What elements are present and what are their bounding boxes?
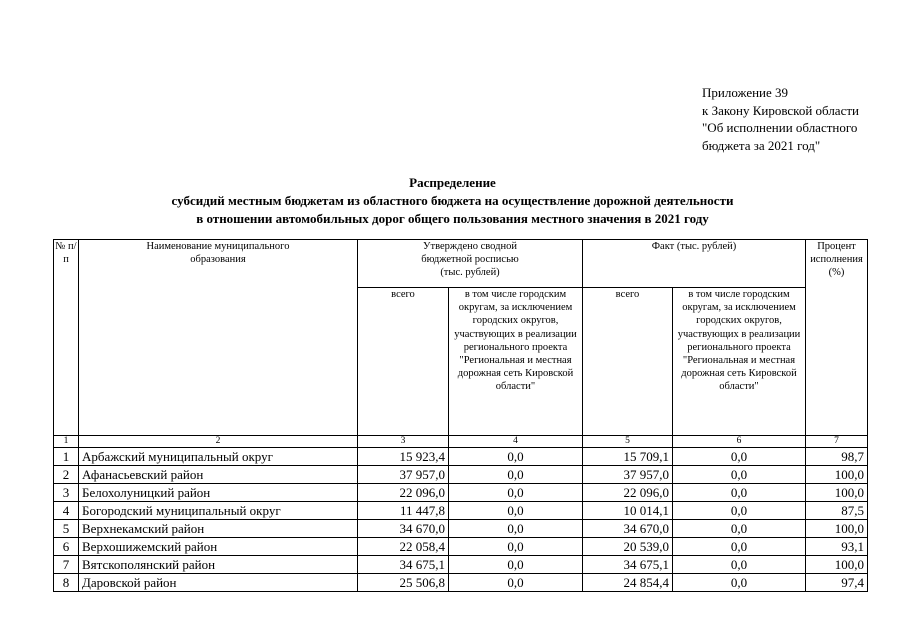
column-number: 1 — [54, 436, 79, 448]
row-percent: 100,0 — [806, 466, 868, 484]
row-num: 4 — [54, 502, 79, 520]
row-approved-incl: 0,0 — [449, 538, 583, 556]
row-approved-total: 37 957,0 — [358, 466, 449, 484]
appendix-line: "Об исполнении областного — [702, 120, 858, 135]
table-row — [54, 556, 868, 574]
row-fact-total: 37 957,0 — [583, 466, 673, 484]
table-row — [54, 574, 868, 592]
row-approved-incl: 0,0 — [449, 484, 583, 502]
column-number-row — [54, 436, 868, 448]
row-num: 5 — [54, 520, 79, 538]
row-approved-incl: 0,0 — [449, 466, 583, 484]
table-row — [54, 502, 868, 520]
row-percent: 100,0 — [806, 520, 868, 538]
table-row — [54, 448, 868, 466]
row-percent: 100,0 — [806, 484, 868, 502]
document-title: Распределение — [409, 175, 496, 190]
appendix-line: к Закону Кировской области — [702, 102, 859, 118]
row-name: Арбажский муниципальный округ — [79, 448, 358, 466]
appendix-line: бюджета за 2021 год" — [702, 137, 821, 153]
column-number: 3 — [358, 436, 449, 448]
header-approved-total: всего — [358, 288, 449, 436]
row-approved-total: 25 506,8 — [358, 574, 449, 592]
header-fact-total: всего — [583, 288, 673, 436]
header-num: № п/п — [54, 240, 79, 436]
row-num: 7 — [54, 556, 79, 574]
row-approved-total: 15 923,4 — [358, 448, 449, 466]
row-fact-total: 15 709,1 — [583, 448, 673, 466]
row-fact-incl: 0,0 — [673, 574, 806, 592]
row-approved-total: 34 675,1 — [358, 556, 449, 574]
row-fact-incl: 0,0 — [673, 484, 806, 502]
header-fact: Факт (тыс. рублей) — [583, 240, 806, 288]
row-approved-incl: 0,0 — [449, 574, 583, 592]
row-num: 1 — [54, 448, 79, 466]
row-name: Верхошижемский район — [79, 538, 358, 556]
row-fact-total: 22 096,0 — [583, 484, 673, 502]
document-subtitle-line-1: субсидий местным бюджетам из областного бюджета на осуществление дорожной деятельности — [171, 193, 734, 208]
row-fact-incl: 0,0 — [673, 502, 806, 520]
row-fact-incl: 0,0 — [673, 520, 806, 538]
row-approved-total: 22 058,4 — [358, 538, 449, 556]
row-fact-incl: 0,0 — [673, 556, 806, 574]
row-approved-incl: 0,0 — [449, 502, 583, 520]
row-name: Афанасьевский район — [79, 466, 358, 484]
row-num: 6 — [54, 538, 79, 556]
column-number: 6 — [673, 436, 806, 448]
column-number: 5 — [583, 436, 673, 448]
row-name: Белохолуницкий район — [79, 484, 358, 502]
row-fact-incl: 0,0 — [673, 448, 806, 466]
row-approved-total: 11 447,8 — [358, 502, 449, 520]
row-approved-incl: 0,0 — [449, 520, 583, 538]
row-percent: 97,4 — [806, 574, 868, 592]
row-approved-incl: 0,0 — [449, 556, 583, 574]
row-num: 8 — [54, 574, 79, 592]
appendix-line: Приложение 39 — [702, 85, 789, 100]
row-fact-total: 20 539,0 — [583, 538, 673, 556]
row-percent: 93,1 — [806, 538, 868, 556]
row-fact-incl: 0,0 — [673, 538, 806, 556]
header-approved: Утверждено сводной бюджетной росписью (тыс. рублей) — [358, 240, 583, 288]
row-fact-total: 24 854,4 — [583, 574, 673, 592]
row-percent: 100,0 — [806, 556, 868, 574]
header-fact-incl: в том числе городским округам, за исключением городских округов, участвующих в реализации регионального проекта "Региональная и местная дорожная сеть Кировской области" — [673, 288, 806, 436]
column-number: 2 — [79, 436, 358, 448]
row-name: Богородский муниципальный округ — [79, 502, 358, 520]
header-name: Наименование муниципального образования — [79, 240, 358, 436]
subsidy-table — [53, 239, 868, 592]
appendix-note — [702, 84, 859, 154]
header-percent: Процент исполнения (%) — [806, 240, 868, 436]
row-name: Верхнекамский район — [79, 520, 358, 538]
row-approved-total: 34 670,0 — [358, 520, 449, 538]
row-fact-total: 34 670,0 — [583, 520, 673, 538]
header-approved-incl: в том числе городским округам, за исключением городских округов, участвующих в реализации регионального проекта "Региональная и местная дорожная сеть Кировской области" — [449, 288, 583, 436]
document-subtitle-line-2: в отношении автомобильных дорог общего пользования местного значения в 2021 году — [196, 211, 709, 226]
row-name: Вятскополянский район — [79, 556, 358, 574]
table-row — [54, 466, 868, 484]
row-num: 2 — [54, 466, 79, 484]
row-approved-incl: 0,0 — [449, 448, 583, 466]
row-fact-total: 34 675,1 — [583, 556, 673, 574]
column-number: 7 — [806, 436, 868, 448]
row-percent: 98,7 — [806, 448, 868, 466]
row-fact-total: 10 014,1 — [583, 502, 673, 520]
row-fact-incl: 0,0 — [673, 466, 806, 484]
table-row — [54, 520, 868, 538]
row-percent: 87,5 — [806, 502, 868, 520]
column-number: 4 — [449, 436, 583, 448]
row-num: 3 — [54, 484, 79, 502]
table-row — [54, 538, 868, 556]
row-approved-total: 22 096,0 — [358, 484, 449, 502]
table-row — [54, 484, 868, 502]
row-name: Даровской район — [79, 574, 358, 592]
